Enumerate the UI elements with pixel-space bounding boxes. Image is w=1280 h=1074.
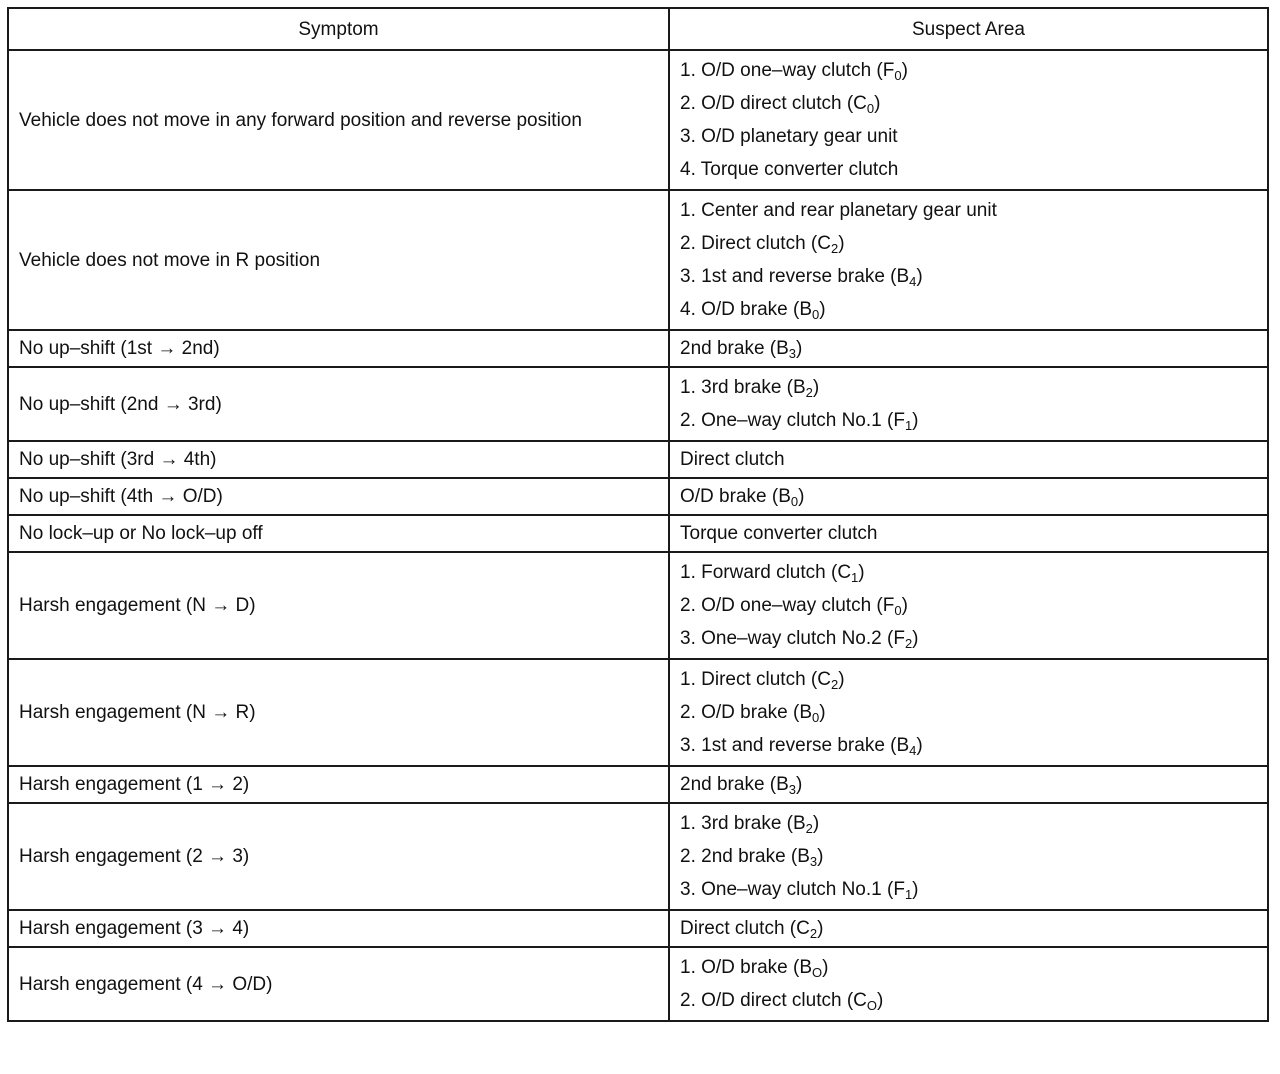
suspect-area-cell: [669, 766, 1268, 803]
item-suffix: ): [798, 486, 805, 507]
item-suffix: ): [912, 879, 919, 900]
item-suffix: ): [912, 410, 919, 431]
item-subscript: 3: [809, 854, 818, 869]
suspect-area-item: [680, 54, 1257, 87]
item-suffix: ): [819, 299, 826, 320]
suspect-area-item: [680, 260, 1257, 293]
symptom-cell: No up–shift (1st → 2nd): [8, 330, 669, 367]
item-subscript: 1: [851, 570, 859, 585]
table-row: [8, 330, 1268, 367]
item-subscript: 4: [909, 743, 917, 758]
suspect-area-item: [680, 517, 1257, 550]
suspect-area-cell: [669, 367, 1268, 441]
suspect-area-cell: [669, 552, 1268, 659]
item-text: 3. 1st and reverse brake (B: [680, 735, 910, 756]
item-suffix: ): [916, 735, 923, 756]
suspect-area-item: [680, 556, 1257, 589]
item-text: 1. 3rd brake (B: [680, 377, 806, 398]
item-subscript: O: [812, 965, 823, 980]
suspect-area-item: [680, 768, 1257, 801]
item-text: 1. Direct clutch (C: [680, 669, 831, 690]
item-subscript: 0: [894, 68, 902, 83]
table-row: [8, 552, 1268, 659]
symptom-cell: No up–shift (3rd → 4th): [8, 441, 669, 478]
item-suffix: ): [838, 233, 845, 254]
table-row: [8, 910, 1268, 947]
item-text: 2. O/D direct clutch (C: [680, 990, 867, 1011]
suspect-area-item: [680, 663, 1257, 696]
header-row: [8, 8, 1268, 50]
item-text: 2. O/D brake (B: [680, 702, 812, 723]
item-text: 3. O/D planetary gear unit: [680, 126, 898, 147]
suspect-area-item: [680, 332, 1257, 365]
item-suffix: ): [901, 595, 908, 616]
suspect-area-item: [680, 589, 1257, 622]
item-subscript: 2: [809, 926, 818, 941]
table-row: [8, 515, 1268, 552]
suspect-area-item: [680, 443, 1257, 476]
item-suffix: ): [838, 669, 845, 690]
item-text: 2. O/D one–way clutch (F: [680, 595, 895, 616]
item-suffix: ): [874, 93, 881, 114]
item-text: 2. Direct clutch (C: [680, 233, 831, 254]
suspect-area-item: [680, 807, 1257, 840]
suspect-area-cell: [669, 515, 1268, 552]
suspect-area-cell: [669, 803, 1268, 910]
suspect-area-cell: [669, 947, 1268, 1021]
item-text: 1. O/D brake (B: [680, 957, 812, 978]
table-row: [8, 947, 1268, 1021]
symptom-cell: No up–shift (4th → O/D): [8, 478, 669, 515]
item-subscript: 2: [805, 821, 813, 836]
item-text: 1. O/D one–way clutch (F: [680, 60, 895, 81]
suspect-area-item: [680, 194, 1257, 227]
suspect-area-item: [680, 153, 1257, 186]
item-text: Direct clutch: [680, 449, 785, 470]
item-suffix: ): [858, 562, 865, 583]
suspect-area-item: [680, 120, 1257, 153]
item-text: Direct clutch (C: [680, 918, 810, 939]
suspect-area-item: [680, 404, 1257, 437]
symptom-cell: Harsh engagement (N → D): [8, 552, 669, 659]
table-row: [8, 766, 1268, 803]
item-text: 1. Forward clutch (C: [680, 562, 852, 583]
item-text: 4. Torque converter clutch: [680, 159, 899, 180]
item-suffix: ): [877, 990, 884, 1011]
item-suffix: ): [817, 846, 824, 867]
suspect-area-cell: [669, 910, 1268, 947]
suspect-area-item: [680, 371, 1257, 404]
table-row: [8, 478, 1268, 515]
item-subscript: 2: [830, 677, 839, 692]
suspect-area-item: [680, 480, 1257, 513]
item-suffix: ): [916, 266, 923, 287]
symptom-cell: Vehicle does not move in any forward position and reverse position: [8, 50, 669, 190]
table-row: [8, 367, 1268, 441]
item-text: 1. 3rd brake (B: [680, 813, 806, 834]
table-row: [8, 441, 1268, 478]
item-text: 2. 2nd brake (B: [680, 846, 810, 867]
item-subscript: 1: [904, 418, 913, 433]
symptom-cell: Harsh engagement (N → R): [8, 659, 669, 766]
item-text: 2nd brake (B: [680, 338, 789, 359]
item-suffix: ): [901, 60, 908, 81]
item-text: 1. Center and rear planetary gear unit: [680, 200, 997, 221]
item-subscript: 2: [904, 636, 913, 651]
symptom-cell: No up–shift (2nd → 3rd): [8, 367, 669, 441]
suspect-area-item: [680, 622, 1257, 655]
suspect-area-item: [680, 87, 1257, 120]
suspect-area-item: [680, 227, 1257, 260]
table-row: [8, 803, 1268, 910]
item-text: 3. One–way clutch No.1 (F: [680, 879, 905, 900]
symptom-cell: Harsh engagement (3 → 4): [8, 910, 669, 947]
header-suspect-area: Suspect Area: [669, 8, 1268, 50]
item-subscript: 0: [894, 603, 902, 618]
header-symptom: Symptom: [8, 8, 669, 50]
table-body: [8, 50, 1268, 1021]
suspect-area-item: [680, 912, 1257, 945]
symptom-cell: Vehicle does not move in R position: [8, 190, 669, 330]
item-text: 2nd brake (B: [680, 774, 789, 795]
item-text: 2. One–way clutch No.1 (F: [680, 410, 905, 431]
item-subscript: 0: [866, 101, 875, 116]
item-text: 2. O/D direct clutch (C: [680, 93, 867, 114]
symptom-cell: Harsh engagement (4 → O/D): [8, 947, 669, 1021]
suspect-area-cell: [669, 659, 1268, 766]
suspect-area-item: [680, 984, 1257, 1017]
item-subscript: 3: [788, 346, 797, 361]
item-suffix: ): [822, 957, 829, 978]
item-suffix: ): [796, 338, 803, 359]
symptom-cell: Harsh engagement (2 → 3): [8, 803, 669, 910]
item-subscript: 2: [805, 385, 813, 400]
item-subscript: 2: [830, 241, 839, 256]
item-subscript: 0: [812, 307, 820, 322]
item-text: O/D brake (B: [680, 486, 791, 507]
suspect-area-cell: [669, 330, 1268, 367]
table-row: [8, 50, 1268, 190]
suspect-area-cell: [669, 190, 1268, 330]
item-suffix: ): [812, 377, 820, 398]
item-suffix: ): [817, 918, 824, 939]
item-subscript: O: [866, 998, 878, 1013]
suspect-area-cell: [669, 478, 1268, 515]
item-subscript: 0: [812, 710, 820, 725]
item-suffix: ): [812, 813, 820, 834]
suspect-area-item: [680, 696, 1257, 729]
symptom-cell: Harsh engagement (1 → 2): [8, 766, 669, 803]
item-suffix: ): [819, 702, 826, 723]
suspect-area-cell: [669, 50, 1268, 190]
item-subscript: 0: [790, 494, 799, 509]
item-text: Torque converter clutch: [680, 523, 878, 544]
suspect-area-item: [680, 729, 1257, 762]
item-subscript: 4: [909, 274, 917, 289]
symptom-cell: No lock–up or No lock–up off: [8, 515, 669, 552]
item-text: 3. 1st and reverse brake (B: [680, 266, 910, 287]
item-suffix: ): [912, 628, 919, 649]
symptom-table: [7, 7, 1269, 1022]
item-text: 4. O/D brake (B: [680, 299, 812, 320]
suspect-area-item: [680, 293, 1257, 326]
item-suffix: ): [796, 774, 803, 795]
item-subscript: 1: [904, 887, 913, 902]
item-text: 3. One–way clutch No.2 (F: [680, 628, 905, 649]
suspect-area-item: [680, 873, 1257, 906]
table-row: [8, 659, 1268, 766]
suspect-area-item: [680, 951, 1257, 984]
item-subscript: 3: [788, 782, 797, 797]
table-row: [8, 190, 1268, 330]
suspect-area-item: [680, 840, 1257, 873]
suspect-area-cell: [669, 441, 1268, 478]
